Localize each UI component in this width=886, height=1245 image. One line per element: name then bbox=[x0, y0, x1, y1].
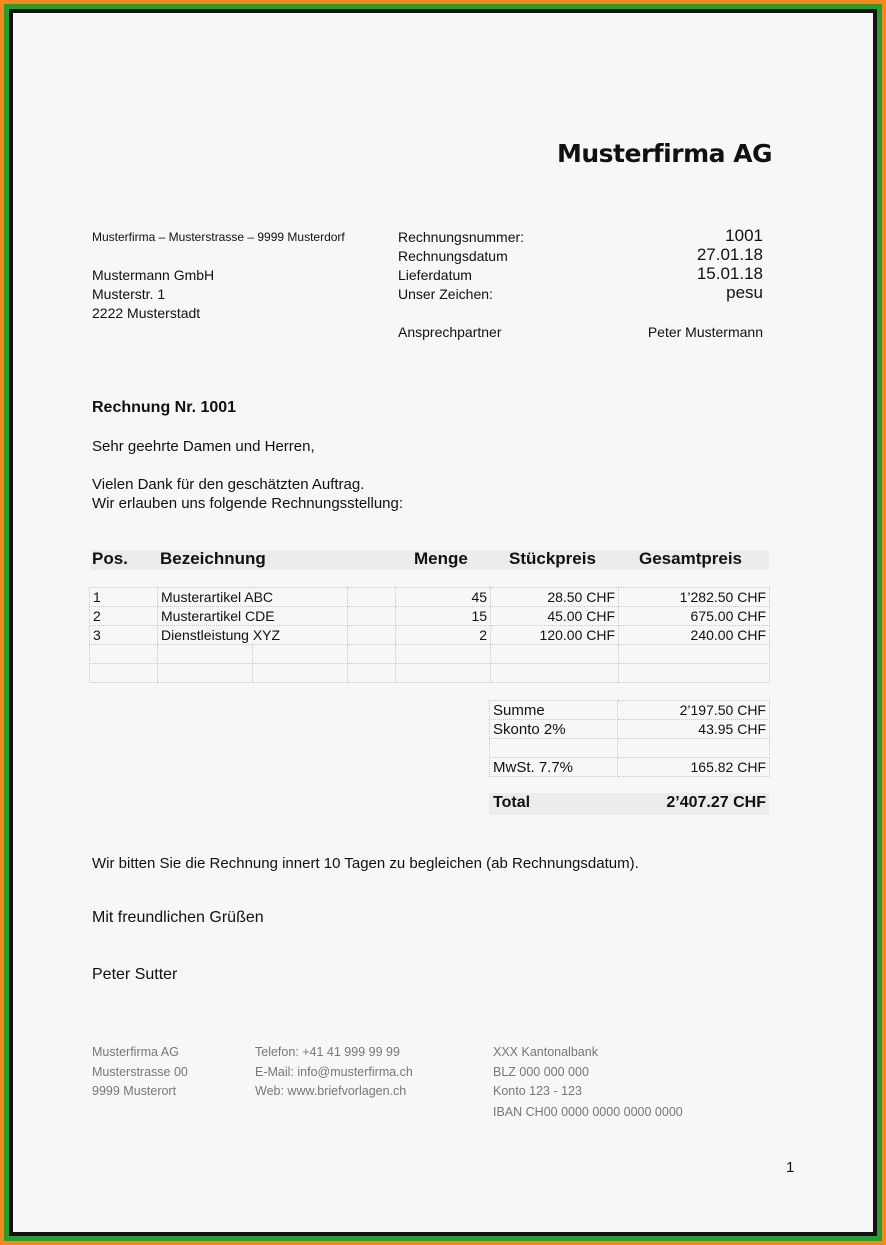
recipient-street: Musterstr. 1 bbox=[92, 286, 166, 302]
total-label: Total bbox=[493, 794, 531, 811]
footer-company-name: Musterfirma AG bbox=[92, 1045, 179, 1059]
summary-row-discount bbox=[490, 720, 770, 739]
cell-spacer bbox=[348, 588, 396, 607]
intro-line-2: Wir erlauben uns folgende Rechnungsstellung: bbox=[92, 495, 404, 512]
footer-company-street: Musterstrasse 00 bbox=[92, 1064, 188, 1079]
summary-row-empty bbox=[490, 739, 770, 758]
header-pos: Pos. bbox=[92, 549, 128, 568]
footer-account: Konto 123 - 123 bbox=[493, 1084, 582, 1098]
cell-pos: 3 bbox=[90, 626, 158, 645]
summary-row-vat bbox=[490, 758, 770, 777]
table-row bbox=[90, 626, 770, 645]
cell-unit-price: 28.50 CHF bbox=[491, 588, 619, 607]
footer-bank-name: XXX Kantonalbank bbox=[493, 1045, 598, 1059]
invoice-page bbox=[13, 13, 873, 1232]
footer-company-city: 9999 Musterort bbox=[92, 1084, 177, 1098]
cell-description: Musterartikel ABC bbox=[158, 588, 348, 607]
total-value: 2’407.27 CHF bbox=[666, 794, 766, 811]
vat-label: MwSt. 7.7% bbox=[490, 758, 618, 777]
cell-pos: 1 bbox=[90, 588, 158, 607]
cell-description: Dienstleistung XYZ bbox=[158, 626, 348, 645]
footer-phone: Telefon: +41 41 999 99 99 bbox=[255, 1045, 400, 1059]
table-row bbox=[90, 588, 770, 607]
cell-description: Musterartikel CDE bbox=[158, 607, 348, 626]
discount-label: Skonto 2% bbox=[490, 720, 618, 739]
contact-label: Ansprechpartner bbox=[398, 324, 502, 340]
recipient-city: 2222 Musterstadt bbox=[92, 305, 201, 321]
header-total-price: Gesamtpreis bbox=[639, 549, 742, 568]
delivery-date-label: Lieferdatum bbox=[398, 267, 472, 283]
cell-unit-price: 120.00 CHF bbox=[491, 626, 619, 645]
footer-iban: IBAN CH00 0000 0000 0000 0000 bbox=[493, 1104, 683, 1119]
closing: Mit freundlichen Grüßen bbox=[92, 909, 264, 926]
table-row bbox=[90, 607, 770, 626]
footer-company bbox=[92, 1043, 188, 1102]
cell-unit-price: 45.00 CHF bbox=[491, 607, 619, 626]
reference: pesu bbox=[726, 283, 763, 302]
salutation: Sehr geehrte Damen und Herren, bbox=[92, 438, 315, 455]
footer-web: Web: www.briefvorlagen.ch bbox=[255, 1084, 407, 1098]
header-description: Bezeichnung bbox=[160, 549, 266, 568]
page-number: 1 bbox=[786, 1159, 795, 1176]
cell-quantity: 2 bbox=[396, 626, 491, 645]
contact-person: Peter Mustermann bbox=[647, 324, 763, 340]
cell-total: 675.00 CHF bbox=[619, 607, 770, 626]
table-row-empty bbox=[90, 664, 770, 683]
footer-email: E-Mail: info@musterfirma.ch bbox=[255, 1064, 413, 1079]
cell-quantity: 45 bbox=[396, 588, 491, 607]
reference-label: Unser Zeichen: bbox=[398, 286, 493, 302]
summary-table bbox=[489, 700, 769, 777]
delivery-date: 15.01.18 bbox=[696, 264, 763, 283]
payment-note: Wir bitten Sie die Rechnung innert 10 Tagen zu begleichen (ab Rechnungsdatum). bbox=[92, 855, 639, 872]
subtotal-value: 2’197.50 CHF bbox=[618, 701, 770, 720]
header-unit-price: Stückpreis bbox=[509, 549, 596, 568]
cell-total: 240.00 CHF bbox=[619, 626, 770, 645]
intro-line-1: Vielen Dank für den geschätzten Auftrag. bbox=[92, 476, 365, 493]
cell-spacer bbox=[348, 626, 396, 645]
invoice-number-label: Rechnungsnummer: bbox=[398, 229, 525, 245]
cell-quantity: 15 bbox=[396, 607, 491, 626]
signature-name: Peter Sutter bbox=[92, 966, 178, 983]
footer-bank bbox=[493, 1043, 683, 1122]
header-quantity: Menge bbox=[414, 549, 468, 568]
company-name: Musterfirma AG bbox=[557, 139, 773, 168]
invoice-date-label: Rechnungsdatum bbox=[398, 248, 508, 264]
invoice-number: 1001 bbox=[725, 226, 763, 245]
invoice-title: Rechnung Nr. 1001 bbox=[92, 399, 237, 416]
cell-spacer bbox=[348, 607, 396, 626]
table-row-empty bbox=[90, 645, 770, 664]
footer-blz: BLZ 000 000 000 bbox=[493, 1064, 589, 1079]
recipient-name: Mustermann GmbH bbox=[92, 267, 215, 283]
invoice-date: 27.01.18 bbox=[696, 245, 763, 264]
items-table bbox=[89, 587, 769, 683]
vat-value: 165.82 CHF bbox=[618, 758, 770, 777]
summary-row-subtotal bbox=[490, 701, 770, 720]
cell-total: 1’282.50 CHF bbox=[619, 588, 770, 607]
cell-pos: 2 bbox=[90, 607, 158, 626]
subtotal-label: Summe bbox=[490, 701, 618, 720]
discount-value: 43.95 CHF bbox=[618, 720, 770, 739]
footer-contact bbox=[255, 1043, 413, 1102]
sender-line: Musterfirma – Musterstrasse – 9999 Musterdorf bbox=[92, 230, 345, 244]
